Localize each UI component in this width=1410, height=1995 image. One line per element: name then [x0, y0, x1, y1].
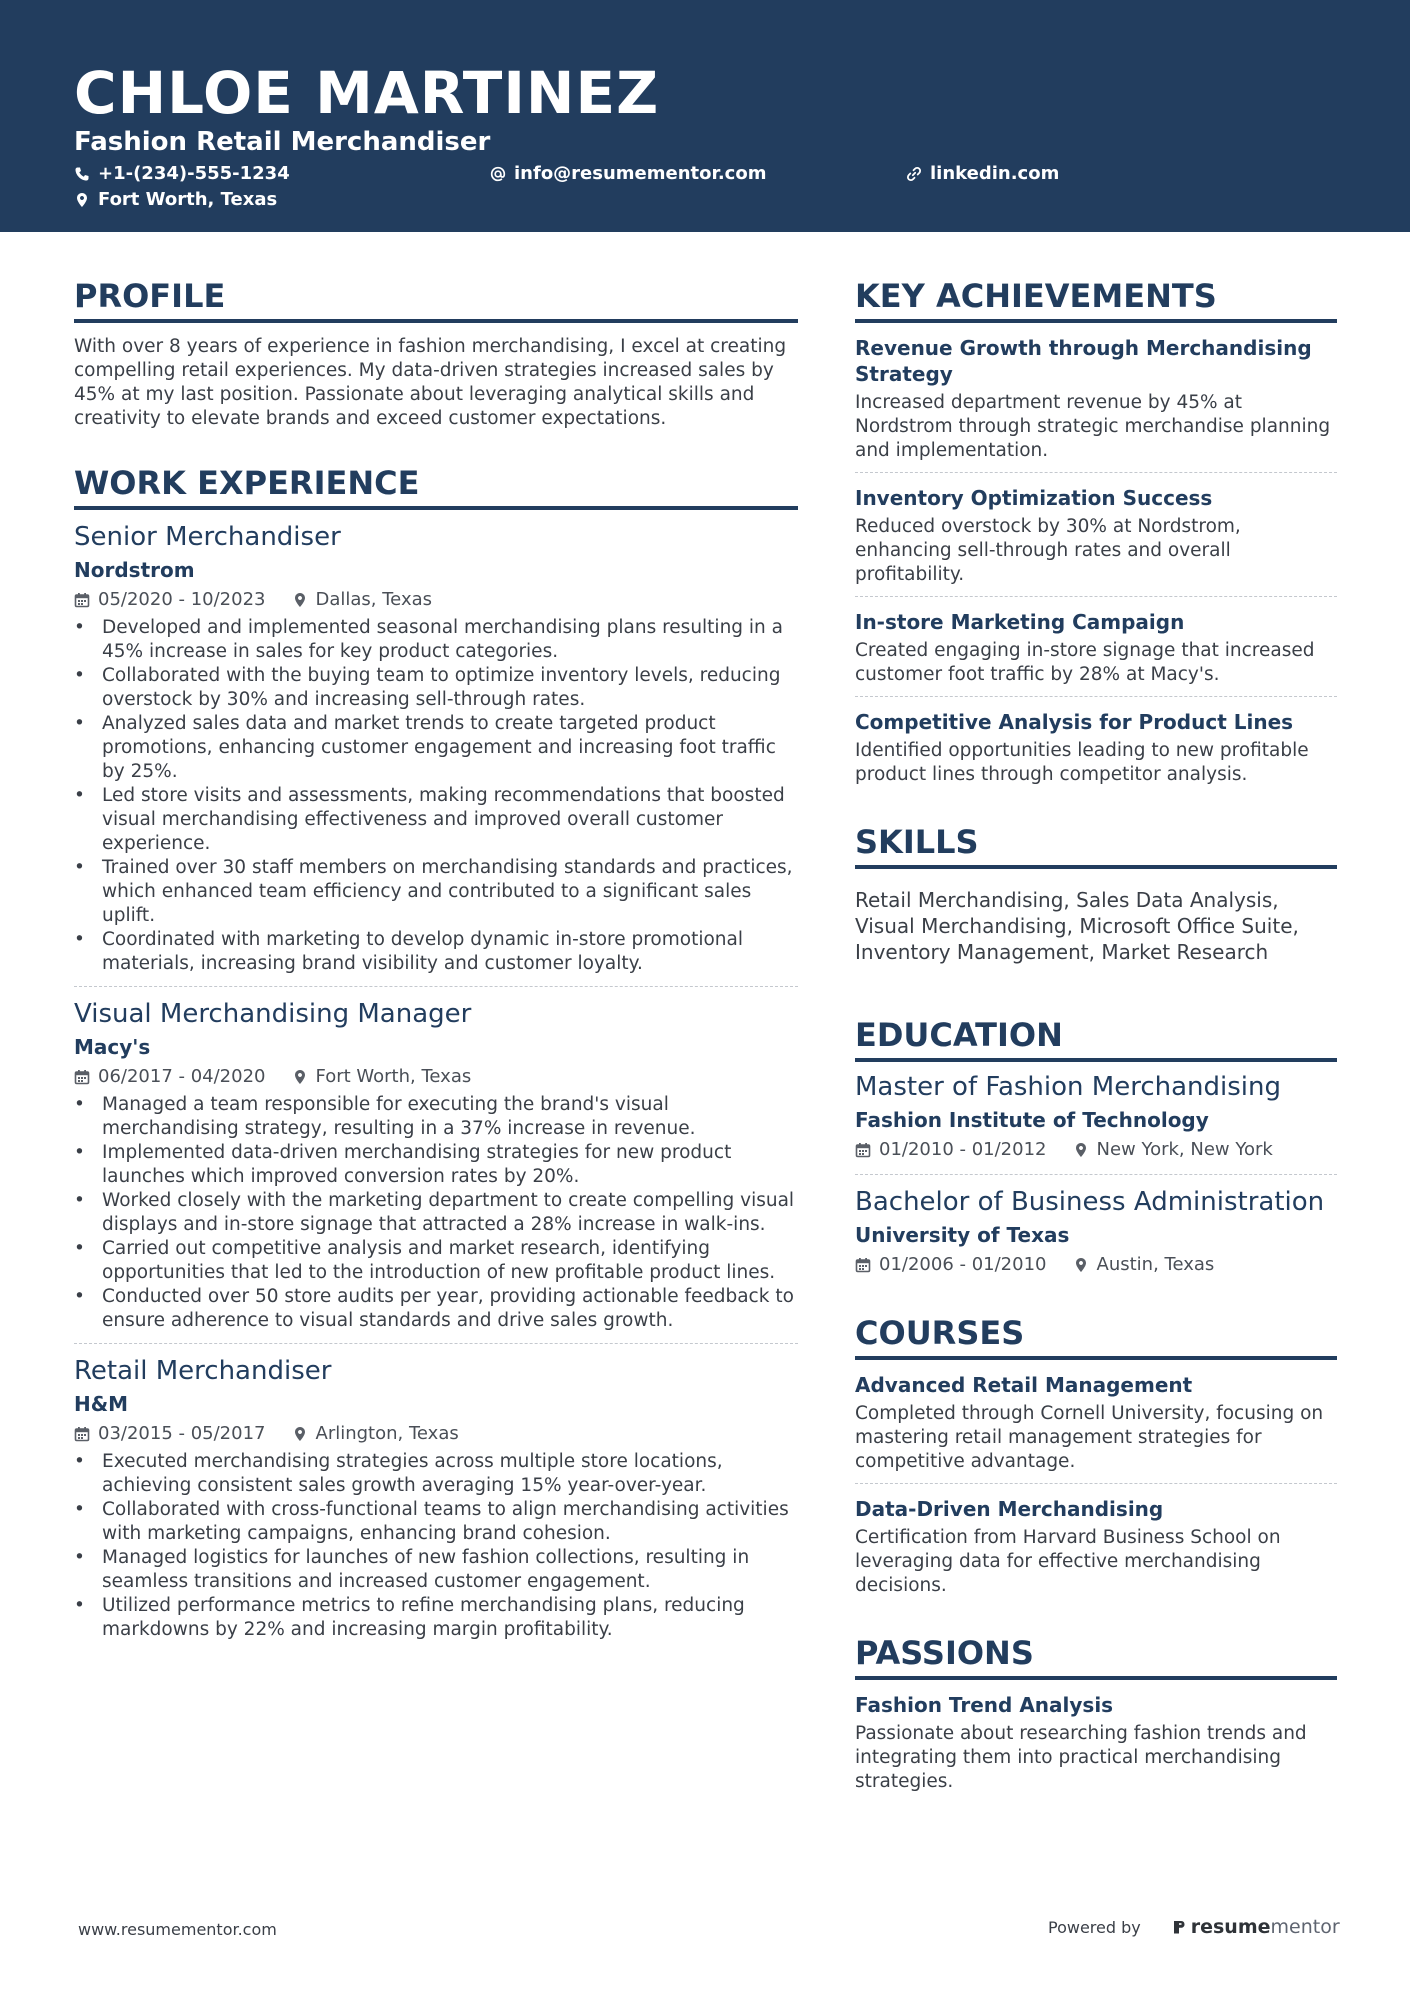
achievement-item [855, 335, 1337, 473]
at-icon [490, 166, 506, 182]
course-title: Advanced Retail Management [855, 1373, 1193, 1397]
location-pin-icon [292, 592, 308, 608]
achievement-item [855, 609, 1337, 697]
link-icon [906, 166, 922, 182]
job-bullets [74, 1450, 798, 1642]
job-bullet: • Developed and implemented seasonal merchandising plans resulting in a 45% increase in sales for key product categories. [74, 616, 798, 664]
profile-section [74, 276, 798, 431]
achievement-title: In-store Marketing Campaign [855, 610, 1185, 634]
profile-heading: PROFILE [74, 276, 798, 323]
linkedin-text: linkedin.com [930, 163, 1060, 184]
achievements-heading: KEY ACHIEVEMENTS [855, 276, 1337, 323]
job-company: H&M [74, 1392, 129, 1416]
contact-location [74, 188, 277, 212]
passion-item [855, 1692, 1337, 1803]
course-desc: Certification from Harvard Business School on leveraging data for effective merchandising decisions. [855, 1527, 1281, 1596]
job-bullet: • Managed logistics for launches of new fashion collections, resulting in seamless transitions and increased customer engagement. [74, 1546, 798, 1594]
phone-icon [74, 166, 90, 182]
passions-heading: PASSIONS [855, 1633, 1337, 1680]
calendar-icon [74, 592, 90, 608]
job-company: Nordstrom [74, 558, 195, 582]
achievement-title: Revenue Growth through Merchandising Strategy [855, 336, 1312, 386]
education-location: Austin, Texas [1096, 1254, 1215, 1275]
left-column [74, 276, 798, 1662]
job-meta [74, 1065, 798, 1089]
profile-text: With over 8 years of experience in fashion merchandising, I excel at creating compelling retail experiences. My data-driven strategies increased sales by 45% at my last position. Passionate about leveraging analytical skills and creativity to elevate brands and exceed customer expectations. [74, 336, 787, 429]
calendar-icon [74, 1069, 90, 1085]
education-school: University of Texas [855, 1223, 1070, 1247]
achievement-title: Inventory Optimization Success [855, 486, 1213, 510]
job-bullet: • Utilized performance metrics to refine merchandising plans, reducing markdowns by 22% and increasing margin profitability. [74, 1594, 798, 1642]
job-bullet: • Executed merchandising strategies across multiple store locations, achieving consistent sales growth averaging 15% year-over-year. [74, 1450, 798, 1498]
contact-phone [74, 162, 290, 186]
contact-email[interactable] [490, 162, 766, 186]
courses-section [855, 1313, 1337, 1607]
education-item [855, 1070, 1337, 1175]
calendar-icon [855, 1257, 871, 1273]
achievement-desc: Increased department revenue by 45% at Nordstrom through strategic merchandise planning and implementation. [855, 392, 1331, 461]
job-location: Fort Worth, Texas [315, 1066, 472, 1087]
job-entry [74, 520, 798, 987]
job-bullet: • Implemented data-driven merchandising strategies for new product launches which improved conversion rates by 20%. [74, 1141, 798, 1189]
brand-logo[interactable] [1171, 1916, 1340, 1938]
job-title: Retail Merchandiser [74, 1356, 332, 1386]
skills-text: Retail Merchandising, Sales Data Analysis, Visual Merchandising, Microsoft Office Suite, Inventory Management, Market Research [855, 888, 1299, 964]
achievements-section [855, 276, 1337, 796]
education-item [855, 1185, 1337, 1289]
passions-section [855, 1633, 1337, 1803]
footer-powered [1048, 1916, 1340, 1938]
job-bullet: • Analyzed sales data and market trends to create targeted product promotions, enhancing customer engagement and increasing foot traffic by 25%. [74, 712, 798, 784]
job-company: Macy's [74, 1035, 151, 1059]
job-entry [74, 1354, 798, 1652]
achievement-desc: Reduced overstock by 30% at Nordstrom, enhancing sell-through rates and overall profitability. [855, 516, 1241, 585]
job-bullets [74, 616, 798, 976]
job-meta [74, 1422, 798, 1446]
calendar-icon [74, 1426, 90, 1442]
course-item [855, 1372, 1337, 1484]
right-column [855, 276, 1337, 1815]
education-location: New York, New York [1096, 1139, 1273, 1160]
education-meta [855, 1138, 1337, 1162]
footer-website[interactable]: www.resumementor.com [78, 1920, 277, 1939]
job-location: Arlington, Texas [315, 1423, 459, 1444]
calendar-icon [855, 1142, 871, 1158]
education-heading: EDUCATION [855, 1015, 1337, 1062]
education-school: Fashion Institute of Technology [855, 1108, 1209, 1132]
achievement-title: Competitive Analysis for Product Lines [855, 710, 1294, 734]
achievement-desc: Created engaging in-store signage that increased customer foot traffic by 28% at Macy's. [855, 640, 1315, 685]
job-bullet: • Coordinated with marketing to develop dynamic in-store promotional materials, increasing brand visibility and customer loyalty. [74, 928, 798, 976]
job-bullet: • Collaborated with the buying team to optimize inventory levels, reducing overstock by 30% and increasing sell-through rates. [74, 664, 798, 712]
education-degree: Master of Fashion Merchandising [855, 1072, 1281, 1102]
phone-text: +1-(234)-555-1234 [98, 163, 290, 184]
header-banner [0, 0, 1410, 232]
contact-linkedin[interactable] [906, 162, 1059, 186]
course-desc: Completed through Cornell University, focusing on mastering retail management strategies for competitive advantage. [855, 1403, 1324, 1472]
course-title: Data-Driven Merchandising [855, 1497, 1164, 1521]
job-dates: 06/2017 - 04/2020 [98, 1066, 266, 1087]
brand-mark-icon [1171, 1918, 1187, 1936]
job-meta [74, 588, 798, 612]
email-text: info@resumementor.com [514, 163, 767, 184]
experience-section [74, 463, 798, 1652]
job-bullet: • Led store visits and assessments, making recommendations that boosted visual merchandising effectiveness and improved overall customer experience. [74, 784, 798, 856]
location-pin-icon [74, 192, 90, 208]
candidate-name: CHLOE MARTINEZ [74, 59, 660, 127]
location-pin-icon [292, 1426, 308, 1442]
passion-desc: Passionate about researching fashion trends and integrating them into practical merchandising strategies. [855, 1723, 1307, 1792]
courses-heading: COURSES [855, 1313, 1337, 1360]
job-dates: 05/2020 - 10/2023 [98, 589, 266, 610]
job-bullet: • Conducted over 50 store audits per year, providing actionable feedback to ensure adherence to visual standards and drive sales growth. [74, 1285, 798, 1333]
education-section [855, 1015, 1337, 1289]
candidate-title: Fashion Retail Merchandiser [74, 127, 491, 157]
education-dates: 01/2010 - 01/2012 [879, 1139, 1047, 1160]
achievement-item [855, 485, 1337, 597]
skills-section [855, 822, 1337, 965]
course-item [855, 1496, 1337, 1607]
brand-name-bold: resume [1190, 1916, 1271, 1938]
education-degree: Bachelor of Business Administration [855, 1187, 1325, 1217]
job-bullets [74, 1093, 798, 1333]
job-title: Senior Merchandiser [74, 522, 341, 552]
job-bullet: • Worked closely with the marketing department to create compelling visual displays and in-store signage that attracted a 28% increase in walk-ins. [74, 1189, 798, 1237]
brand-name-light: mentor [1270, 1916, 1340, 1938]
skills-heading: SKILLS [855, 822, 1337, 869]
location-pin-icon [292, 1069, 308, 1085]
job-entry [74, 997, 798, 1344]
location-text: Fort Worth, Texas [98, 189, 278, 210]
job-bullet: • Managed a team responsible for executing the brand's visual merchandising strategy, resulting in a 37% increase in revenue. [74, 1093, 798, 1141]
experience-heading: WORK EXPERIENCE [74, 463, 798, 510]
job-bullet: • Carried out competitive analysis and market research, identifying opportunities that led to the introduction of new profitable product lines. [74, 1237, 798, 1285]
passion-title: Fashion Trend Analysis [855, 1693, 1114, 1717]
job-location: Dallas, Texas [315, 589, 432, 610]
education-dates: 01/2006 - 01/2010 [879, 1254, 1047, 1275]
location-pin-icon [1073, 1257, 1089, 1273]
achievement-desc: Identified opportunities leading to new profitable product lines through competitor analysis. [855, 740, 1309, 785]
job-title: Visual Merchandising Manager [74, 999, 472, 1029]
achievement-item [855, 709, 1337, 796]
powered-by-label: Powered by [1048, 1917, 1141, 1937]
education-meta [855, 1253, 1337, 1277]
job-dates: 03/2015 - 05/2017 [98, 1423, 266, 1444]
job-bullet: • Collaborated with cross-functional teams to align merchandising activities with marketing campaigns, enhancing brand cohesion. [74, 1498, 798, 1546]
job-bullet: • Trained over 30 staff members on merchandising standards and practices, which enhanced team efficiency and contributed to a significant sales uplift. [74, 856, 798, 928]
location-pin-icon [1073, 1142, 1089, 1158]
